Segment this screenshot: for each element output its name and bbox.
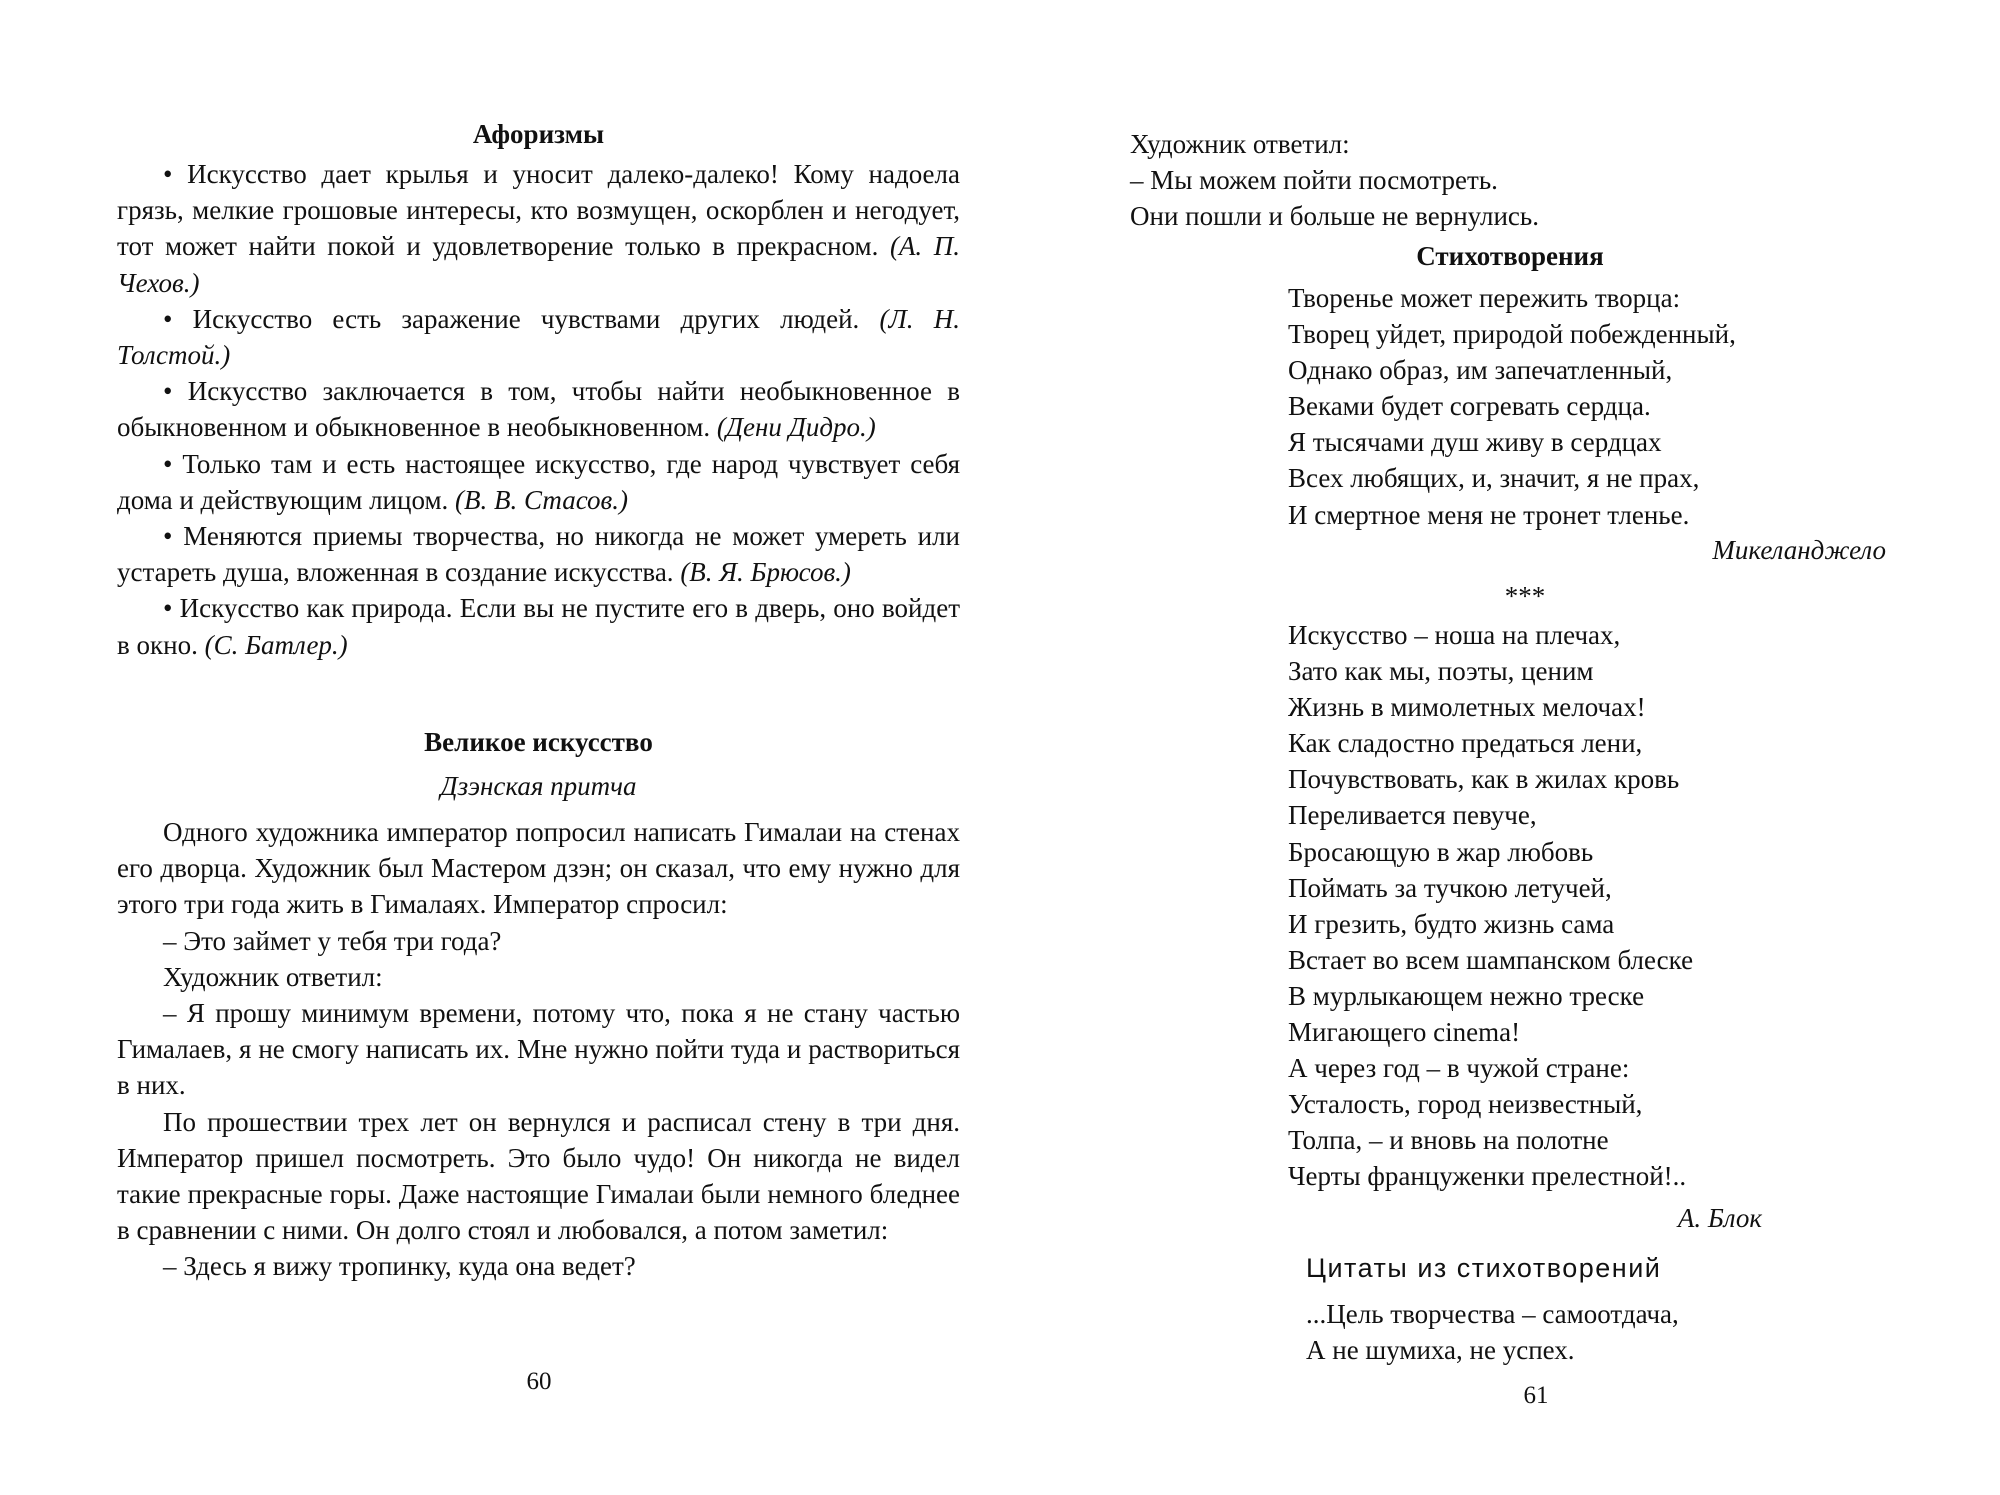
poem-line: Как сладостно предаться лени, (1288, 728, 1643, 759)
poem-line: Черты француженки прелестной!.. (1288, 1161, 1687, 1192)
parable-paragraph: Одного художника император попросил написать Гималаи на стенах его дворца. Художник был Мастером дзэн; он сказал, что ему нужно для этого три года жить в Гималаях. Император спросил: (117, 817, 960, 920)
poem-author-blok: А. Блок (1677, 1203, 1762, 1233)
parable-text (117, 814, 960, 1285)
poems-title: Стихотворения (1416, 241, 1604, 271)
poem-line: Мигающего cinema! (1288, 1017, 1521, 1048)
quote-line: А не шумиха, не успех. (1306, 1335, 1575, 1366)
quote-line: ...Цель творчества – самоотдача, (1306, 1299, 1679, 1329)
aphorism-author: (А. П. Чехов.) (117, 231, 960, 298)
aphorism-item: • Только там и есть настоящее искусство, где народ чувствует себя дома и действующим лицом. (В. В. Стасов.) (117, 448, 960, 515)
poem-line: И смертное меня не тронет тленье. (1288, 499, 1690, 530)
poem-line: И грезить, будто жизнь сама (1288, 908, 1615, 939)
poem-line: Я тысячами душ живу в сердцах (1288, 427, 1662, 458)
continuation-line: Они пошли и больше не вернулись. (1130, 201, 1539, 232)
parable-paragraph: – Здесь я вижу тропинку, куда она ведет? (163, 1251, 636, 1282)
poem-line: Зато как мы, поэты, ценим (1288, 656, 1594, 687)
poem-author-michelangelo: Микеланджело (1712, 535, 1886, 565)
aphorism-author: (Дени Дидро.) (716, 412, 876, 443)
aphorism-author: (Л. Н. Толстой.) (117, 303, 961, 371)
parable-title: Великое искусство (424, 727, 653, 757)
poem-line: Поймать за тучкою летучей, (1288, 872, 1612, 903)
aphorism-item: • Искусство дает крылья и уносит далеко-далеко! Кому надоела грязь, мелкие грошовые интересы, кто возмущен, оскорблен и негодует, тот может найти покой и удовлетворение только в прекрасном. (А. П. Чехов.) (117, 159, 960, 298)
aphorism-author: (В. Я. Брюсов.) (680, 557, 851, 588)
aphorism-item: • Искусство заключается в том, чтобы найти необыкновенное в обыкновенном и обыкновенное в необыкновенном. (Дени Дидро.) (117, 376, 960, 443)
poem-line: В мурлыкающем нежно треске (1288, 980, 1645, 1011)
poem-line: Жизнь в мимолетных мелочах! (1288, 692, 1646, 723)
parable-paragraph: По прошествии трех лет он вернулся и расписал стену в три дня. Император пришел посмотреть. Это было чудо! Он никогда не видел такие прекрасные горы. Даже настоящие Гималаи были немного бледнее в сравнении с ними. Он долго стоял и любовался, а потом заметил: (117, 1106, 960, 1246)
poem-line: Всех любящих, и, значит, я не прах, (1288, 463, 1700, 494)
poem-line: А через год – в чужой стране: (1288, 1053, 1630, 1084)
poem-line: Почувствовать, как в жилах кровь (1288, 764, 1680, 795)
parable-paragraph: Художник ответил: (163, 961, 383, 992)
section-separator: *** (1504, 581, 1546, 611)
aphorism-item: • Искусство как природа. Если вы не пустите его в дверь, оно войдет в окно. (С. Батлер.) (117, 593, 960, 660)
poem-line: Толпа, – и вновь на полотне (1288, 1125, 1609, 1156)
left-page (117, 0, 960, 1495)
poem-line: Искусство – ноша на плечах, (1288, 620, 1621, 650)
poem-line: Однако образ, им запечатленный, (1288, 355, 1673, 386)
poem-line: Творенье может пережить творца: (1288, 283, 1681, 313)
page-number-right: 61 (1523, 1382, 1549, 1409)
quote-lines (1306, 1296, 1906, 1368)
parable-paragraph: – Я прошу минимум времени, потому что, пока я не стану частью Гималаев, я не смогу написать их. Мне нужно пойти туда и раствориться в них. (117, 998, 960, 1101)
continuation-line: – Мы можем пойти посмотреть. (1130, 165, 1498, 196)
poem-line: Усталость, город неизвестный, (1288, 1089, 1643, 1120)
poem-michelangelo (1288, 280, 1888, 533)
poem-line: Встает во всем шампанском блеске (1288, 944, 1694, 975)
poem-blok (1288, 617, 1888, 1195)
parable-paragraph: – Это займет у тебя три года? (163, 925, 502, 956)
parable-subtitle: Дзэнская притча (440, 771, 637, 801)
aphorism-author: (С. Батлер.) (204, 629, 348, 660)
poem-line: Веками будет согревать сердца. (1288, 391, 1651, 422)
aphorisms-list (117, 156, 960, 663)
aphorisms-title: Афоризмы (472, 119, 605, 149)
quotes-title: Цитаты из стихотворений (1306, 1253, 1662, 1283)
right-page (1130, 0, 1910, 1495)
poem-line: Творец уйдет, природой побежденный, (1288, 319, 1736, 350)
parable-continuation (1130, 126, 1910, 235)
page-number-left: 60 (526, 1368, 552, 1395)
continuation-line: Художник ответил: (1130, 129, 1350, 159)
aphorism-item: • Искусство есть заражение чувствами других людей. (Л. Н. Толстой.) (117, 303, 961, 371)
poem-line: Переливается певуче, (1288, 800, 1537, 831)
aphorism-author: (В. В. Стасов.) (455, 484, 628, 515)
aphorism-item: • Меняются приемы творчества, но никогда не может умереть или устареть душа, вложенная в создание искусства. (В. Я. Брюсов.) (117, 521, 960, 588)
poem-line: Бросающую в жар любовь (1288, 836, 1594, 867)
